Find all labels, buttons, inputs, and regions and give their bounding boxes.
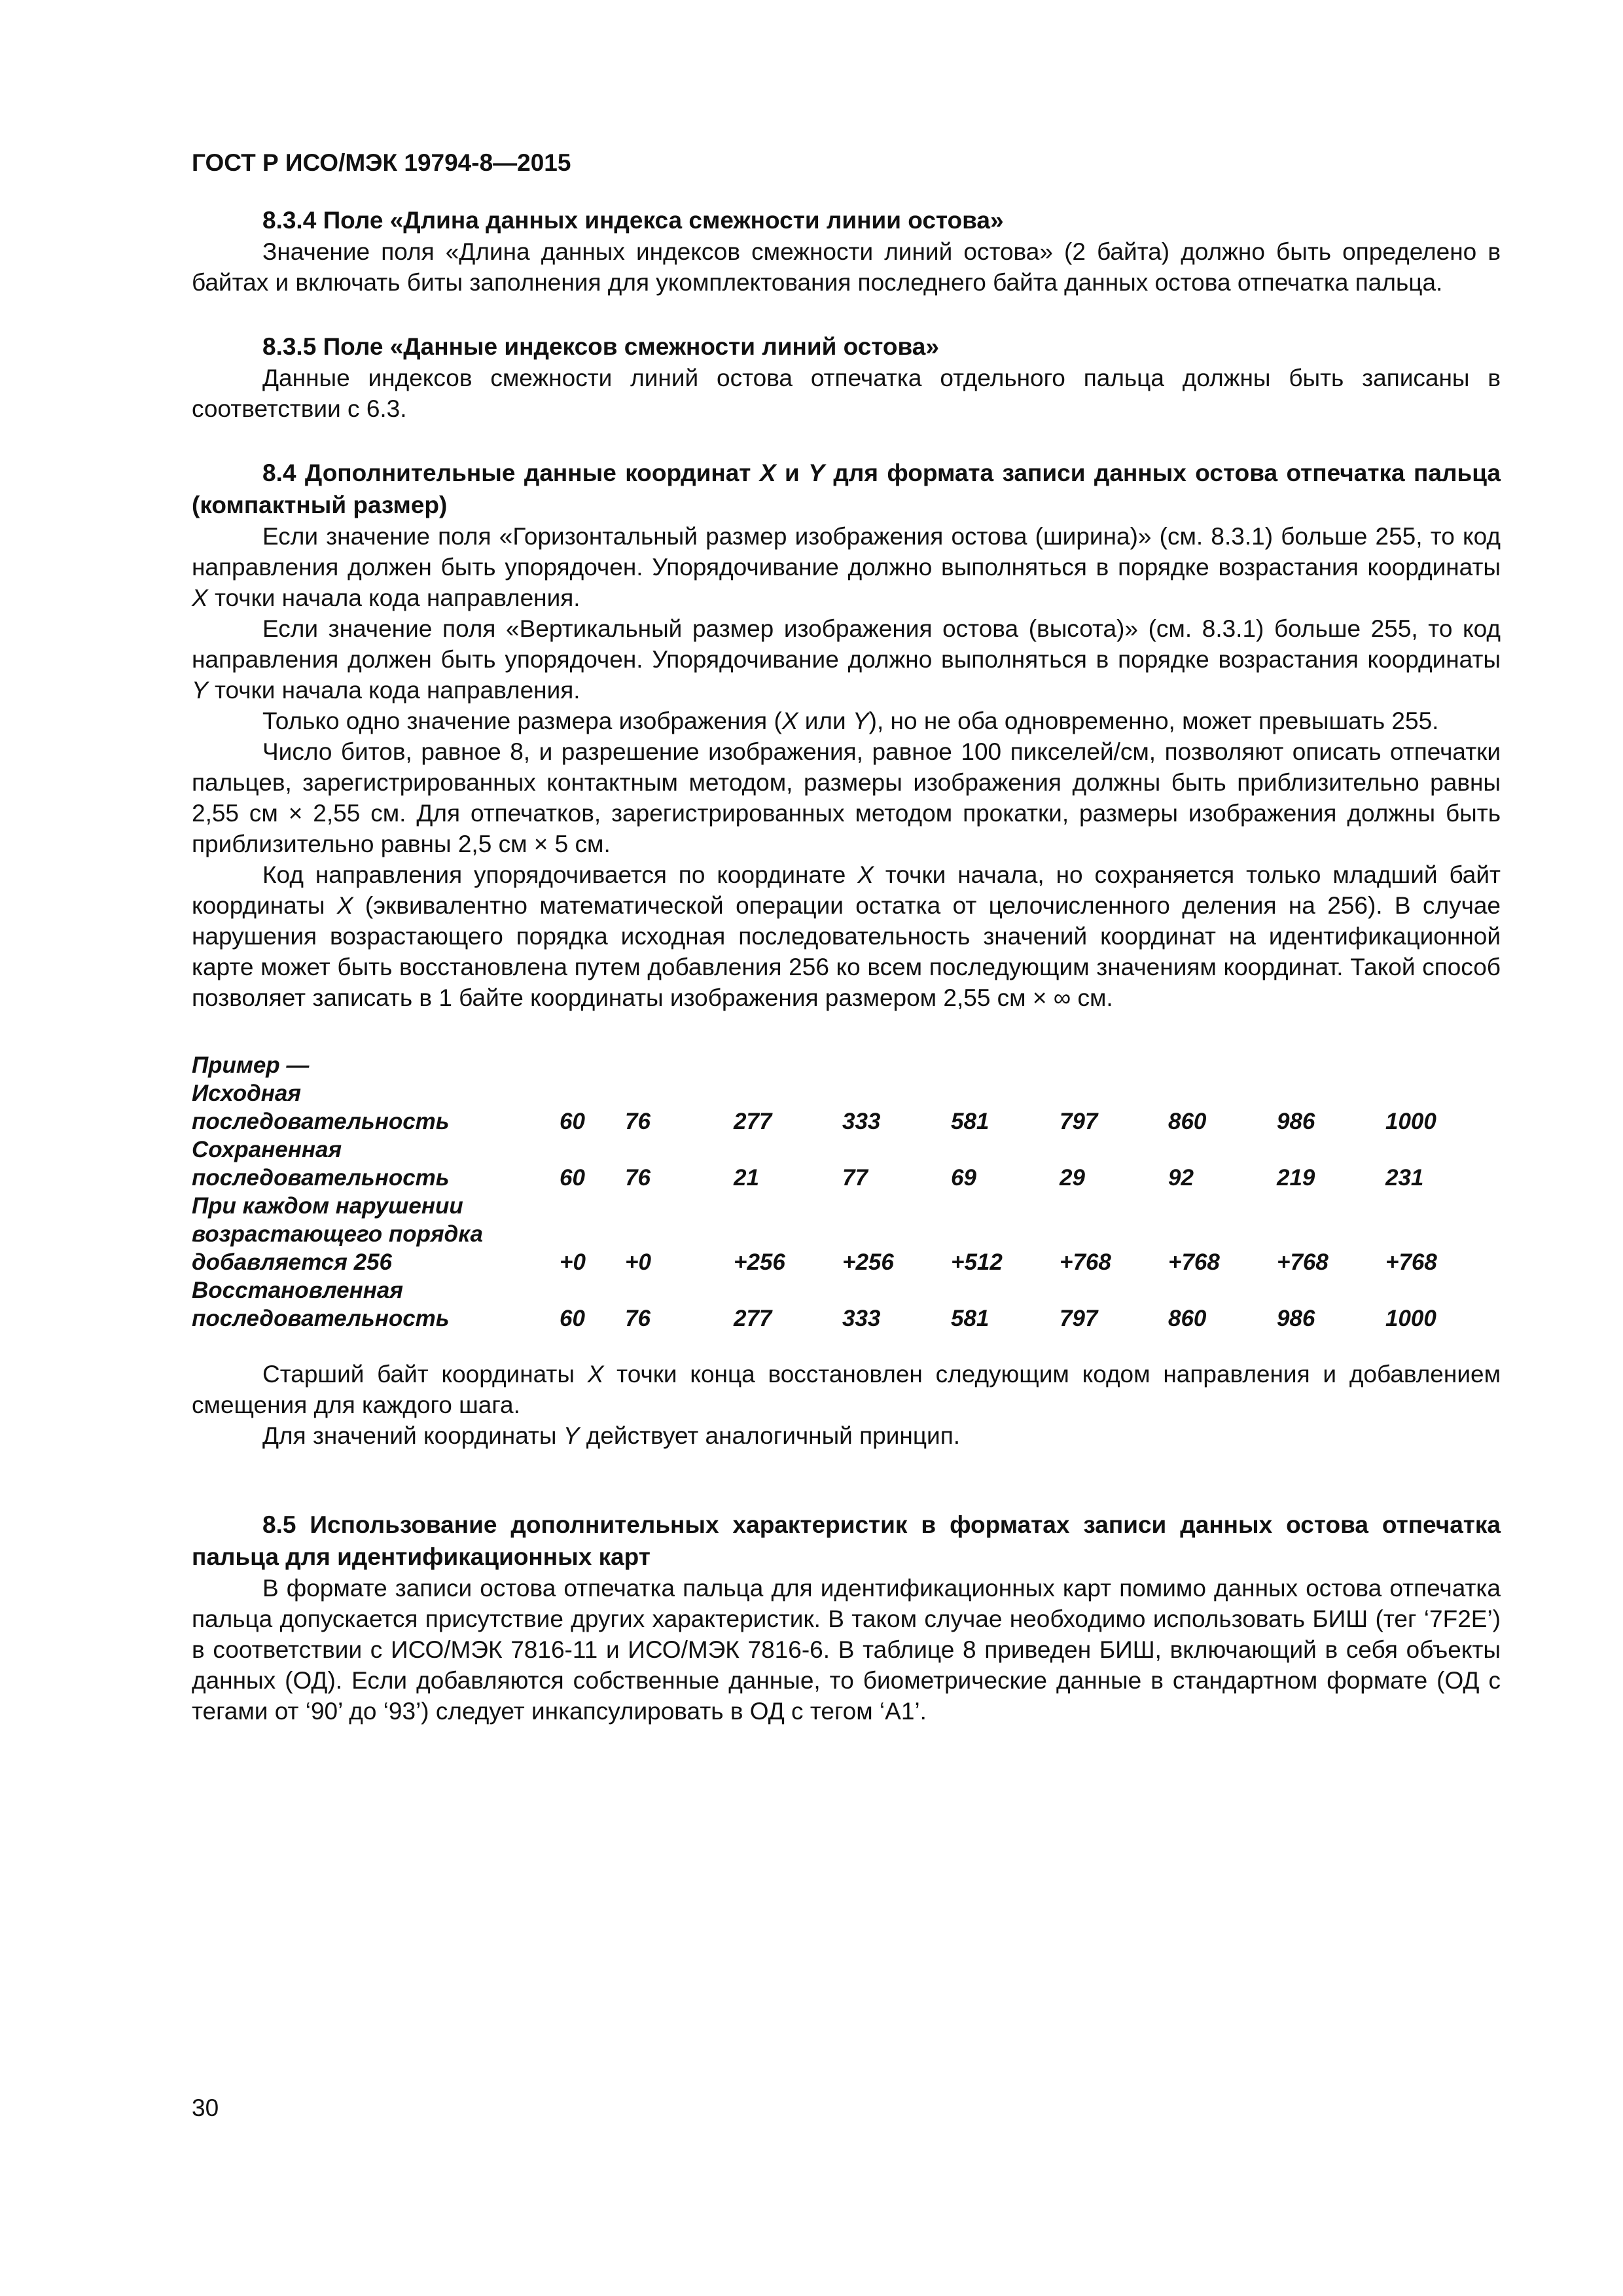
- row-label: Восстановленная последовательность: [192, 1278, 450, 1331]
- cell: 986: [1277, 1109, 1315, 1134]
- cell: +256: [734, 1249, 785, 1275]
- section-8-5-title: 8.5 Использование дополнительных характеристик в форматах записи данных остова отпечатка пальца для идентификационных карт: [192, 1511, 1501, 1570]
- cell: +0: [625, 1249, 651, 1275]
- section-8-5-paragraph: В формате записи остова отпечатка пальца для идентификационных карт помимо данных остова отпечатка пальца допускается присутствие других характеристик. В таком случае необходимо использовать БИШ (тег ‘7F2E’) в соответствии с ИСО/МЭК 7816-11 и ИСО/МЭК 7816-6. В таблице 8 приведен БИШ, включающий в себя объекты данных (ОД). Если добавляются собственные данные, то биометрические данные в стандартном формате (ОД с тегами от ‘90’ до ‘93’) следует инкапсулировать в ОД с тегом ‘А1’.: [192, 1575, 1501, 1725]
- cell: +768: [1277, 1249, 1329, 1275]
- example-table: [192, 1051, 1494, 1333]
- cell: 69: [951, 1165, 976, 1191]
- section-8-4-paragraph-7: Для значений координаты Y действует аналогичный принцип.: [262, 1422, 961, 1449]
- cell: +768: [1168, 1249, 1220, 1275]
- cell: 797: [1060, 1109, 1098, 1134]
- cell: 1000: [1385, 1109, 1436, 1134]
- cell: 231: [1385, 1165, 1424, 1191]
- section-8-3-4-title: 8.3.4 Поле «Длина данных индекса смежности линии остова»: [262, 207, 1004, 234]
- cell: 21: [734, 1165, 759, 1191]
- cell: +0: [560, 1249, 586, 1275]
- cell: 797: [1060, 1306, 1098, 1331]
- section-8-4-paragraph-3: Только одно значение размера изображения (X или Y), но не оба одновременно, может превышать 255.: [262, 708, 1439, 734]
- cell: 60: [560, 1109, 585, 1134]
- table-row: [192, 1079, 1494, 1136]
- cell: 333: [842, 1306, 881, 1331]
- cell: 92: [1168, 1165, 1194, 1191]
- cell: 1000: [1385, 1306, 1436, 1331]
- document-page: [192, 149, 1501, 1727]
- table-row: [192, 1192, 1494, 1276]
- cell: 77: [842, 1165, 868, 1191]
- table-row: [192, 1276, 1494, 1333]
- row-label: При каждом нарушении возрастающего порядка добавляется 256: [192, 1193, 483, 1275]
- cell: 60: [560, 1306, 585, 1331]
- page-number: 30: [192, 2094, 219, 2121]
- section-8-4-paragraph-6: Старший байт координаты X точки конца восстановлен следующим кодом направления и добавлением смещения для каждого шага.: [192, 1361, 1501, 1418]
- example-caption: Пример —: [192, 1052, 310, 1078]
- cell: 277: [734, 1109, 772, 1134]
- cell: 581: [951, 1306, 990, 1331]
- cell: 860: [1168, 1306, 1207, 1331]
- document-header: ГОСТ Р ИСО/МЭК 19794-8—2015: [192, 149, 571, 176]
- cell: 60: [560, 1165, 585, 1191]
- cell: 219: [1277, 1165, 1315, 1191]
- section-8-3-4-paragraph: Значение поля «Длина данных индексов смежности линий остова» (2 байта) должно быть определено в байтах и включать биты заполнения для укомплектования последнего байта данных остова отпечатка пальца.: [192, 238, 1501, 296]
- cell: 860: [1168, 1109, 1207, 1134]
- section-8-4-paragraph-2: Если значение поля «Вертикальный размер изображения остова (высота)» (см. 8.3.1) больше 255, то код направления должен быть упорядочен. Упорядочивание должно выполняться в порядке возрастания координаты Y точки начала кода направления.: [192, 615, 1501, 704]
- cell: 76: [625, 1109, 651, 1134]
- row-label: Сохраненная последовательность: [192, 1137, 450, 1191]
- section-8-4-paragraph-1: Если значение поля «Горизонтальный размер изображения остова (ширина)» (см. 8.3.1) больше 255, то код направления должен быть упорядочен. Упорядочивание должно выполняться в порядке возрастания координаты X точки начала кода направления.: [192, 523, 1501, 611]
- cell: 333: [842, 1109, 881, 1134]
- cell: 277: [734, 1306, 772, 1331]
- section-8-4-title: 8.4 Дополнительные данные координат X и Y для формата записи данных остова отпечатка пальца (компактный размер): [192, 459, 1501, 518]
- cell: +256: [842, 1249, 894, 1275]
- cell: 29: [1060, 1165, 1085, 1191]
- section-8-3-5-title: 8.3.5 Поле «Данные индексов смежности линий остова»: [262, 333, 939, 360]
- cell: +768: [1385, 1249, 1437, 1275]
- cell: 76: [625, 1306, 651, 1331]
- cell: 986: [1277, 1306, 1315, 1331]
- section-8-4-paragraph-5: Код направления упорядочивается по координате X точки начала, но сохраняется только младший байт координаты X (эквивалентно математической операции остатка от целочисленного деления на 256). В случае нарушения возрастающего порядка исходная последовательность значений координат на идентификационной карте может быть восстановлена путем добавления 256 ко всем последующим значениям координат. Такой способ позволяет записать в 1 байте координаты изображения размером 2,55 см × ∞ см.: [192, 861, 1501, 1011]
- table-row: [192, 1136, 1494, 1192]
- row-label: Исходная последовательность: [192, 1081, 450, 1134]
- section-8-3-5-paragraph: Данные индексов смежности линий остова отпечатка отдельного пальца должны быть записаны в соответствии с 6.3.: [192, 365, 1501, 422]
- cell: 581: [951, 1109, 990, 1134]
- cell: +768: [1060, 1249, 1111, 1275]
- section-8-4-paragraph-4: Число битов, равное 8, и разрешение изображения, равное 100 пикселей/см, позволяют описать отпечатки пальцев, зарегистрированных контактным методом, размеры изображения должны быть приблизительно равны 2,55 см × 2,55 см. Для отпечатков, зарегистрированных методом прокатки, размеры изображения должны быть приблизительно равны 2,5 см × 5 см.: [192, 738, 1501, 857]
- cell: +512: [951, 1249, 1003, 1275]
- cell: 76: [625, 1165, 651, 1191]
